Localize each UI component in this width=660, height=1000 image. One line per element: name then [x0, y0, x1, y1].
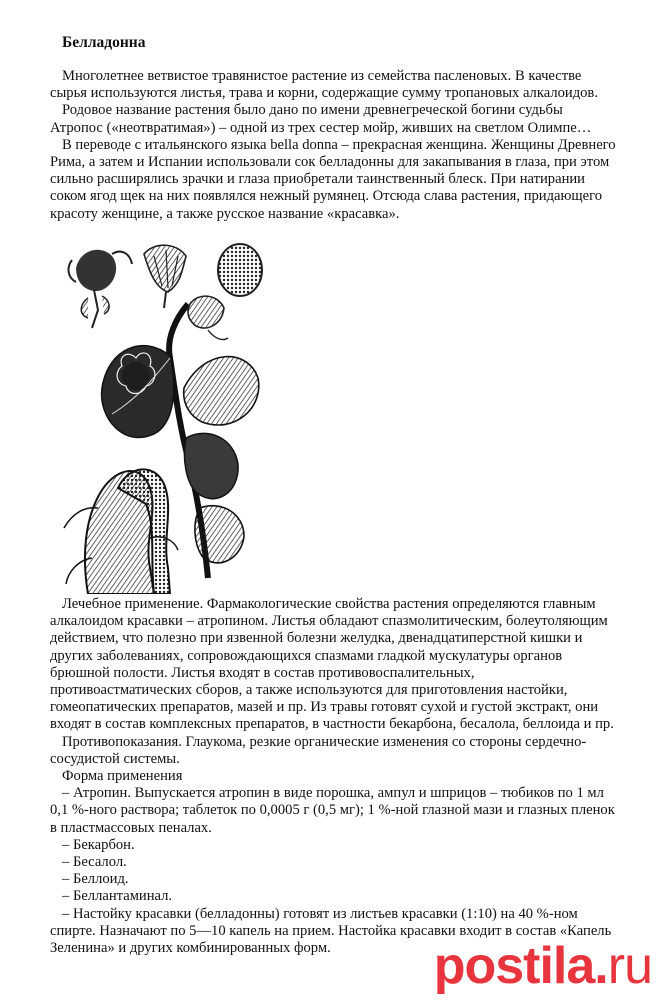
text-line: В переводе с итальянского языка bella donna – прекрасная женщина. Женщины Древнего — [62, 136, 616, 153]
text-line: спирте. Назначают по 5—10 капель на прием. Настойка красавки входит в состав «Капель — [50, 922, 612, 939]
flower-top-center — [144, 245, 186, 308]
text-line: сильно расширялись зрачки и глаза приобретали таинственный блеск. При натирании — [50, 171, 585, 188]
text-line: Противопоказания. Глаукома, резкие органические изменения со стороны сердечно- — [62, 733, 587, 750]
text-line: Многолетнее ветвистое травянистое растение из семейства пасленовых. В качестве — [62, 68, 582, 84]
text-line: Атропос («неотвратимая») – одной из трех сестер мойр, живших на светлом Олимпе… — [50, 119, 592, 136]
text-line: – Бесалол. — [62, 854, 127, 871]
text-line: – Беллантаминал. — [62, 888, 173, 905]
text-line: брюшной полости. Листья входят в состав противовоспалительных, — [50, 664, 475, 681]
text-line: Родовое название растения было дано по имени древнегреческой богини судьбы — [62, 102, 563, 119]
text-line: алкалоидом красавки – атропином. Листья обладают спазмолитическим, болеутоляющим — [50, 613, 608, 630]
text-line: Форма применения — [62, 768, 183, 785]
text-line: Зеленина» и других комбинированных форм. — [50, 940, 331, 957]
text-line: 0,1 %-ного раствора; таблеток по 0,0005 г (0,5 мг); 1 %-ной глазной мази и глазных пленок — [50, 802, 615, 819]
text-line: Рима, а затем и Испании использовали сок белладонны для закапывания в глаза, при этом — [50, 154, 610, 171]
flower-side — [188, 296, 228, 339]
watermark-name: postila — [433, 937, 595, 995]
text-line: других заболеваниях, сопровождающихся спазмами гладкой мускулатуры органов — [50, 647, 563, 664]
text-line: сырья используются листья, трава и корни, содержащие сумму тропановых алкалоидов. — [50, 85, 598, 102]
postila-watermark — [434, 936, 652, 996]
body-text — [50, 596, 616, 957]
text-line: гомеопатических препаратов, мазей и пр. Из травы готовят сухой и густой экстракт, они — [50, 699, 599, 716]
text-line: – Беллоид. — [62, 871, 129, 888]
intro-text — [50, 68, 616, 223]
text-line: – Бекарбон. — [62, 836, 135, 853]
leaf — [195, 506, 244, 563]
plant-root — [64, 469, 178, 594]
text-line: сосудистой системы. — [50, 750, 180, 767]
belladonna-illustration — [58, 238, 288, 594]
leaf — [184, 433, 238, 498]
page-title: Белладонна — [62, 34, 146, 51]
flower-top-left — [69, 250, 132, 328]
leaf — [102, 346, 174, 438]
watermark-dot: . — [594, 937, 608, 995]
text-line: соком ягод щек на них появлялся нежный румянец. Отсюда слава растения, придающего — [50, 188, 603, 205]
text-line: действием, что полезно при язвенной болезни желудка, двенадцатиперстной кишки и — [50, 630, 583, 647]
text-line: в пластмассовых пеналах. — [50, 819, 212, 836]
text-line: противоастматических сборов, а также используются для приготовления настойки, — [50, 682, 568, 699]
text-line: входят в состав комплексных препаратов, в частности бекарбона, бесалола, беллоида и пр. — [50, 716, 614, 733]
watermark-tld: ru — [607, 937, 652, 995]
text-line: – Настойку красавки (белладонны) готовят из листьев красавки (1:10) на 40 %-ном — [62, 905, 578, 922]
text-line: Лечебное применение. Фармакологические свойства растения определяются главным — [62, 596, 596, 612]
text-line: красоту женщине, а также русское название «красавка». — [50, 205, 400, 222]
berry-section — [218, 244, 262, 296]
text-line: – Атропин. Выпускается атропин в виде порошка, ампул и шприцов – тюбиков по 1 мл — [62, 785, 604, 802]
leaf — [184, 357, 259, 425]
